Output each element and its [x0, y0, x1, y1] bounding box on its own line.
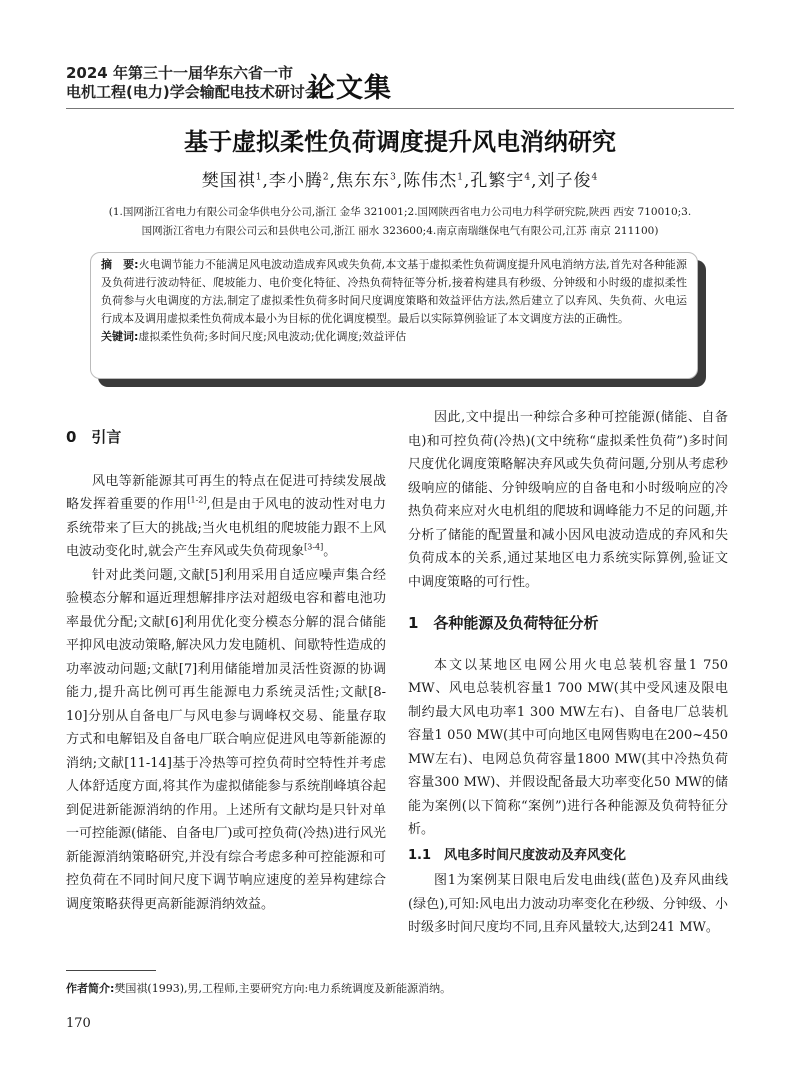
page-number: 170 [66, 1016, 91, 1031]
paragraph: 针对此类问题,文献[5]利用采用自适应噪声集合经验模态分解和逼近理想解排序法对超级电容和蓄电池功率最优分配;文献[6]利用优化变分模态分解的混合储能平抑风电波动策略,解决风力发电随机、间歇特性造成的功率波动问题;文献[7]利用储能增加灵活性资源的协调能力,提升高比例可再生能源电力系统灵活性;文献[8-10]分别从自备电厂与风电参与调峰权交易、能量存取方式和电解铝及自备电厂联合响应促进风电等新能源的消纳;文献[11-14]基于冷热等可控负荷时空特性并考虑人体舒适度方面,将其作为虚拟储能参与系统削峰填谷起到促进新能源消纳的作用。上述所有文献均是只针对单一可控能源(储能、自备电厂)或可控负荷(冷热)进行风光新能源消纳策略研究,并没有综合考虑多种可控能源和可控负荷在不同时间尺度下调节响应速度的差异构建综合调度策略获得更高新能源消纳效益。 [66, 567, 386, 912]
conference-name [66, 64, 320, 102]
paragraph-text: 。 [323, 544, 337, 559]
footnote-text: 樊国祺(1993),男,工程师,主要研究方向:电力系统调度及新能源消纳。 [114, 982, 452, 995]
author-affiliation-mark: 4 [524, 172, 532, 183]
abstract [101, 256, 687, 328]
conference-line-1: 2024 年第三十一届华东六省一市 [66, 64, 293, 82]
author-name: 陈伟杰 [403, 171, 458, 191]
citation: [3-4] [304, 542, 324, 552]
left-column [66, 406, 386, 916]
author-name: 焦东东 [336, 171, 391, 191]
author-affiliation-mark: 4 [591, 172, 599, 183]
affiliation-line-1: (1.国网浙江省电力有限公司金华供电分公司,浙江 金华 321001;2.国网陕西省电力公司电力科学研究院,陕西 西安 710010;3. [108, 206, 692, 218]
author-name: 刘子俊 [537, 171, 592, 191]
right-column [408, 406, 728, 940]
author-name: 李小腾 [268, 171, 323, 191]
paragraph: 图1为案例某日限电后发电曲线(蓝色)及弃风曲线(绿色),可知:风电出力波动功率变化在秒级、分钟级、小时级多时间尺度均不同,且弃风量较大,达到241 MW。 [408, 873, 728, 935]
paragraph-text: ,但是由于风电的波动性对电力系统带来了巨大的挑战;当火电机组的爬坡能力跟不上风电波动变化时,就会产生弃风或失负荷现象 [66, 497, 386, 559]
affiliations [66, 203, 734, 241]
section-heading-1: 1 各种能源及负荷特征分析 [408, 614, 599, 632]
header-divider [66, 108, 734, 109]
paragraph: 本文以某地区电网公用火电总装机容量1 750 MW、风电总装机容量1 700 MW(其中受风速及限电制约最大风电功率1 300 MW左右)、自备电厂总装机容量1 050 MW(其中可向地区电网售购电在200~450 MW左右)、电网总负荷容量1800 MW(其中冷热负荷容量300 MW)、并假设配备最大功率变化50 MW的储能为案例(以下简称“案例”)进行各种能源及负荷特征分析。 [408, 657, 728, 837]
keywords-text: 虚拟柔性负荷;多时间尺度;风电波动;优化调度;效益评估 [138, 330, 407, 343]
author-list: 樊国祺$^1$,李小腾$^2$,焦东东$^3$,陈伟杰$^1$,孔繁宇$^4$,刘子俊$^4$ [201, 171, 599, 191]
author-affiliation-mark: 1 [457, 172, 464, 183]
series-title: 论文集 [308, 73, 392, 104]
abstract-text: 火电调节能力不能满足风电波动造成弃风或失负荷,本文基于虚拟柔性负荷调度提升风电消纳方法,首先对各种能源及负荷进行波动特征、爬坡能力、电价变化特征、冷热负荷特征等分析,接着构建具有秒级、分钟级和小时级的虚拟柔性负荷参与火电调度的方法,制定了虚拟柔性负荷多时间尺度调度策略和效益评估方法,然后建立了以弃风、失负荷、火电运行成本及调用虚拟柔性负荷成本最小为目标的优化调度模型。最后以实际算例验证了本文调度方法的正确性。 [101, 258, 687, 325]
citation: [1-2] [187, 495, 207, 505]
author-affiliation-mark: 2 [322, 172, 330, 183]
affiliation-line-2: 国网浙江省电力有限公司云和县供电公司,浙江 丽水 323600;4.南京南瑞继保电气有限公司,江苏 南京 211100) [141, 225, 659, 237]
author-name: 孔繁宇 [470, 171, 525, 191]
author-affiliation-mark: 3 [390, 172, 397, 183]
paragraph [66, 470, 386, 564]
author-footnote [66, 980, 451, 996]
abstract-label: 摘 要: [101, 258, 139, 271]
paper-title: 基于虚拟柔性负荷调度提升风电消纳研究 [184, 128, 616, 156]
footnote-divider [66, 970, 156, 971]
journal-header [66, 64, 734, 108]
author-name: 樊国祺 [201, 171, 256, 191]
keywords-label: 关键词: [101, 330, 139, 343]
abstract-box [90, 252, 698, 379]
subsection-heading-1-1: 1.1 风电多时间尺度波动及弃风变化 [408, 847, 627, 863]
author-affiliation-mark: 1 [255, 172, 263, 183]
keywords [101, 328, 687, 346]
paragraph: 因此,文中提出一种综合多种可控能源(储能、自备电)和可控负荷(冷热)(文中统称“虚拟柔性负荷”)多时间尺度优化调度策略解决弃风或失负荷问题,分别从考虑秒级响应的储能、分钟级响应的自备电和小时级响应的冷热负荷来应对火电机组的爬坡和调峰能力不足的问题,并分析了储能的配置量和减小因风电波动造成的弃风和失负荷成本的关系,通过某地区电力系统实际算例,验证文中调度策略的可行性。 [408, 410, 728, 590]
section-heading-introduction: 0 引言 [66, 428, 122, 446]
footnote-label: 作者简介: [66, 982, 115, 995]
conference-line-2: 电机工程(电力)学会输配电技术研讨会 [66, 83, 320, 101]
paragraph-text: 风电等新能源其可再生的特点在促进可持续发展战略发挥着重要的作用 [66, 473, 386, 512]
